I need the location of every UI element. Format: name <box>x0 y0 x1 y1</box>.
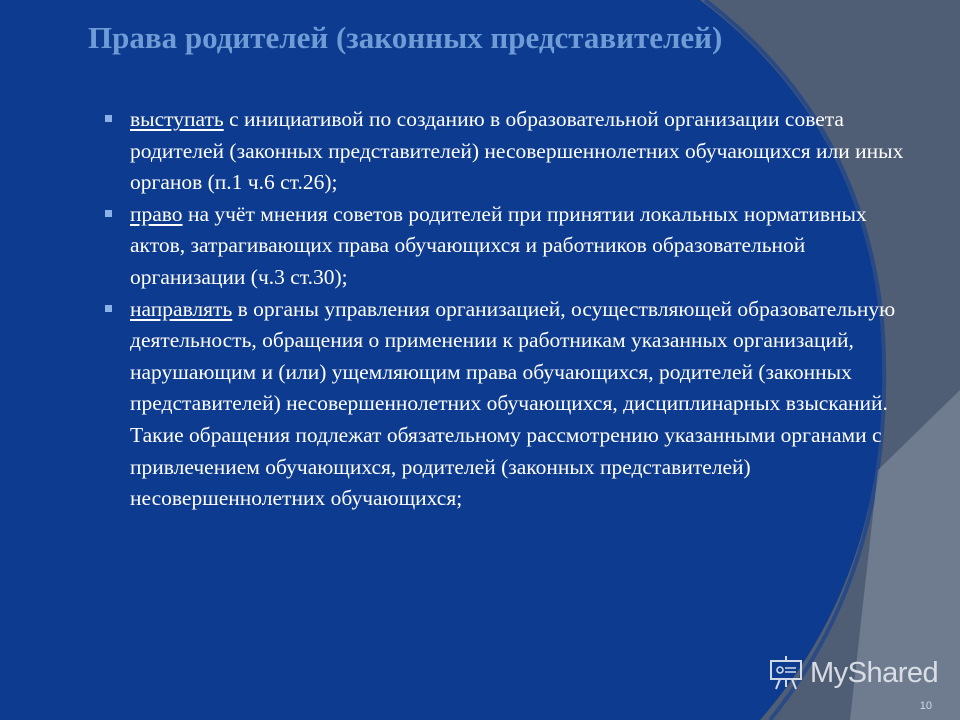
watermark-text: MyShared <box>810 656 939 689</box>
bullet-item <box>102 199 922 294</box>
presentation-board-icon <box>768 655 804 691</box>
bullet-text: в органы управления организацией, осуществляющей образовательную деятельность, обращения о применении к работникам указанных организаций, нарушающим и (или) ущемляющим права обучающихся, родителей (законных представителей) несовершеннолетних обучающихся, дисциплинарных взысканий. Такие обращения подлежат обязательному рассмотрению указанными органами с привлечением обучающихся, родителей (законных представителей) несовершеннолетних обучающихся; <box>130 296 896 511</box>
square-bullet-icon <box>105 305 112 312</box>
bullet-text: на учёт мнения советов родителей при принятии локальных нормативных актов, затрагивающих права обучающихся и работников образовательной организации (ч.3 ст.30); <box>130 201 867 289</box>
myshared-watermark <box>768 655 938 691</box>
bullet-keyword: выступать <box>130 107 224 131</box>
bullet-list <box>102 104 922 515</box>
square-bullet-icon <box>105 210 112 217</box>
bullet-keyword: право <box>130 201 183 226</box>
bullet-text: с инициативой по созданию в образовательной организации совета родителей (законных представителей) несовершеннолетних обучающихся или иных органов (п.1 ч.6 ст.26); <box>130 107 904 195</box>
bullet-keyword: направлять <box>130 296 233 321</box>
bullet-item <box>102 104 922 199</box>
square-bullet-icon <box>105 115 112 122</box>
slide-title: Права родителей (законных представителей) <box>88 20 723 55</box>
page-number: 10 <box>919 700 932 712</box>
bullet-item <box>102 294 922 515</box>
